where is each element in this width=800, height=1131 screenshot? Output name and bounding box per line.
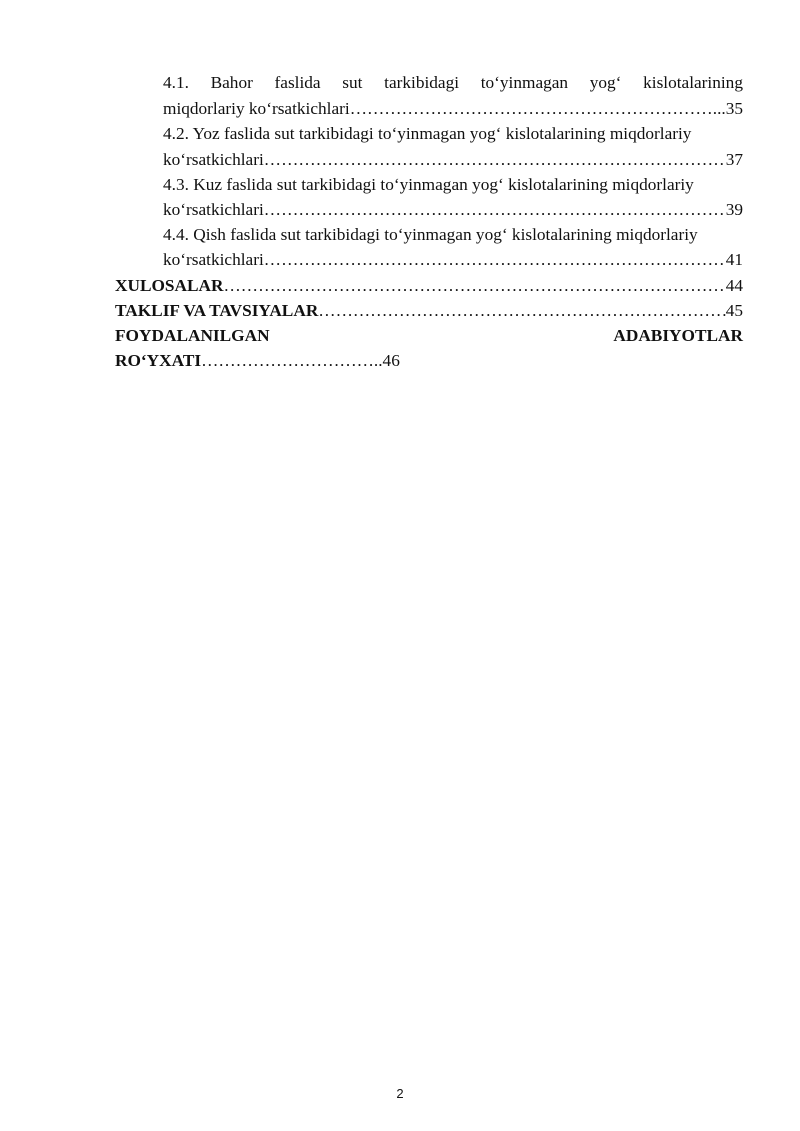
toc-entry-title: miqdorlariy ko‘rsatkichlari xyxy=(163,99,350,118)
toc-word: sut xyxy=(342,73,363,92)
toc-page-number: 37 xyxy=(725,150,743,169)
toc-word: ADABIYOTLAR xyxy=(613,326,743,345)
toc-word: faslida xyxy=(274,73,321,92)
toc-word: 4.1. xyxy=(163,73,189,92)
toc-page-number: ...35 xyxy=(712,99,743,118)
toc-word: Bahor xyxy=(210,73,253,92)
toc-leader-dots xyxy=(264,200,726,220)
toc-entry-4-2-line1: 4.2. Yoz faslida sut tarkibidagi to‘yinmagan yog‘ kislotalarining miqdorlariy xyxy=(163,124,692,143)
toc-leader-with-page: …………………………..46 xyxy=(201,351,400,370)
toc-entry-title: ko‘rsatkichlari xyxy=(163,200,264,219)
toc-entry-title: RO‘YXATI xyxy=(115,351,202,370)
toc-leader-dots xyxy=(350,99,713,119)
toc-entry-4-1-line2 xyxy=(163,99,743,119)
toc-leader-dots xyxy=(264,150,726,170)
toc-entry-xulosalar xyxy=(115,276,743,296)
toc-entry-4-4-line2 xyxy=(163,250,743,270)
toc-entry-4-1-line1 xyxy=(163,73,743,93)
toc-leader-dots xyxy=(224,276,726,296)
toc-entry-foydalanilgan-line1 xyxy=(115,326,743,346)
toc-entry-taklif xyxy=(115,301,743,321)
toc-entry-4-3-line1: 4.3. Kuz faslida sut tarkibidagi to‘yinmagan yog‘ kislotalarining miqdorlariy xyxy=(163,175,694,194)
toc-entry-foydalanilgan-line2 xyxy=(115,351,400,371)
toc-leader-dots xyxy=(264,250,726,270)
toc-entry-4-4-line1: 4.4. Qish faslida sut tarkibidagi to‘yinmagan yog‘ kislotalarining miqdorlariy xyxy=(163,225,698,244)
toc-entry-title: ko‘rsatkichlari xyxy=(163,150,264,169)
toc-entry-title: TAKLIF VA TAVSIYALAR xyxy=(115,301,319,320)
toc-page-number: 44 xyxy=(725,276,743,295)
toc-word: FOYDALANILGAN xyxy=(115,326,270,345)
page-number: 2 xyxy=(396,1086,404,1101)
toc-entry-title: ko‘rsatkichlari xyxy=(163,250,264,269)
toc-word: tarkibidagi xyxy=(384,73,460,92)
toc-entry-title: XULOSALAR xyxy=(115,276,224,295)
toc-word: to‘yinmagan xyxy=(480,73,569,92)
toc-entry-4-3-line2 xyxy=(163,200,743,220)
toc-word: yog‘ xyxy=(589,73,622,92)
toc-page-number: 39 xyxy=(725,200,743,219)
toc-word: kislotalarining xyxy=(643,73,743,92)
toc-page-number: 41 xyxy=(725,250,743,269)
toc-page-number: 45 xyxy=(725,301,743,320)
toc-entry-4-2-line2 xyxy=(163,150,743,170)
toc-leader-dots xyxy=(318,301,725,321)
